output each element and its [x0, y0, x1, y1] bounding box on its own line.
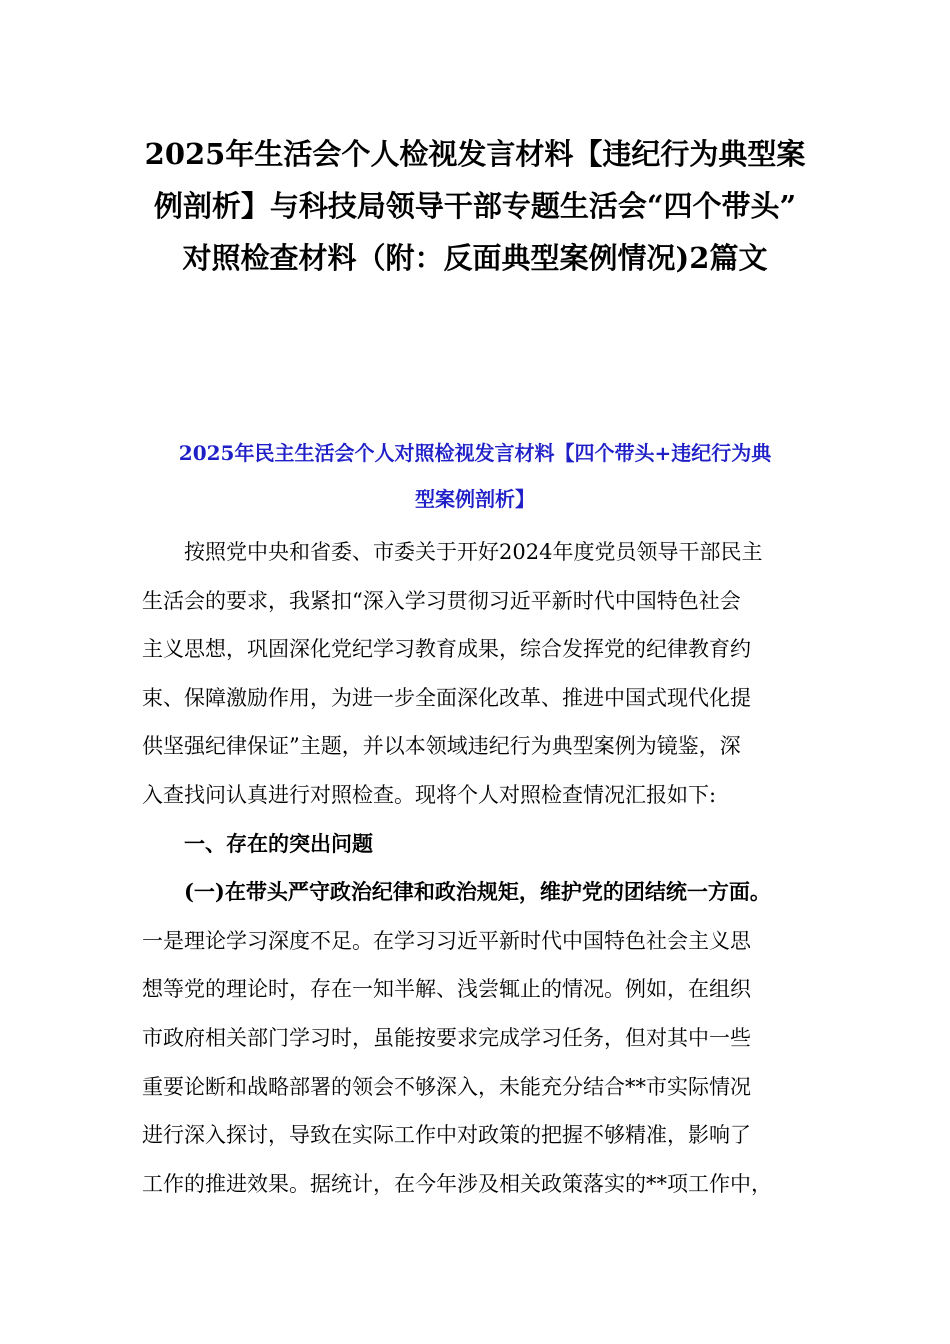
paragraph-line: 重要论断和战略部署的领会不够深入，未能充分结合**市实际情况: [142, 1074, 751, 1099]
paragraph-line: 供坚强纪律保证”主题，并以本领域违纪行为典型案例为镜鉴，深: [142, 734, 741, 759]
paragraph-line: 入查找问认真进行对照检查。现将个人对照检查情况汇报如下:: [142, 782, 717, 807]
paragraph-line: 工作的推进效果。据统计，在今年涉及相关政策落实的**项工作中，: [142, 1171, 772, 1196]
section-title-line: 2025年民主生活会个人对照检视发言材料【四个带头+违纪行为典: [178, 441, 772, 465]
paragraph-line: 想等党的理论时，存在一知半解、浅尝辄止的情况。例如，在组织: [142, 977, 751, 1002]
paragraph-line: 按照党中央和省委、市委关于开好2024年度党员领导干部民主: [184, 540, 763, 564]
document-title-line: 2025年生活会个人检视发言材料【违纪行为典型案: [144, 137, 806, 171]
document-title-line: 对照检查材料（附：反面典型案例情况)2篇文: [182, 241, 768, 275]
document-title-line: 例剖析】与科技局领导干部专题生活会“四个带头”: [153, 189, 797, 223]
paragraph-line: 主义思想，巩固深化党纪学习教育成果，综合发挥党的纪律教育约: [142, 637, 751, 662]
paragraph-line: 束、保障激励作用，为进一步全面深化改革、推进中国式现代化提: [142, 685, 751, 710]
paragraph-line: 一是理论学习深度不足。在学习习近平新时代中国特色社会主义思: [142, 928, 751, 953]
paragraph-line: 生活会的要求，我紧扣“深入学习贯彻习近平新时代中国特色社会: [142, 588, 741, 613]
body-text: [142, 528, 822, 1208]
heading-existing-problems: 一、存在的突出问题: [184, 830, 373, 856]
paragraph-line: 市政府相关部门学习时，虽能按要求完成学习任务，但对其中一些: [142, 1025, 751, 1050]
section-title-line: 型案例剖析】: [415, 487, 535, 511]
section-title: [140, 430, 810, 522]
paragraph-line: 进行深入探讨，导致在实际工作中对政策的把握不够精准，影响了: [142, 1123, 751, 1148]
subheading-political-discipline: (一)在带头严守政治纪律和政治规矩，维护党的团结统一方面。: [184, 879, 771, 905]
document-title: [140, 128, 810, 284]
